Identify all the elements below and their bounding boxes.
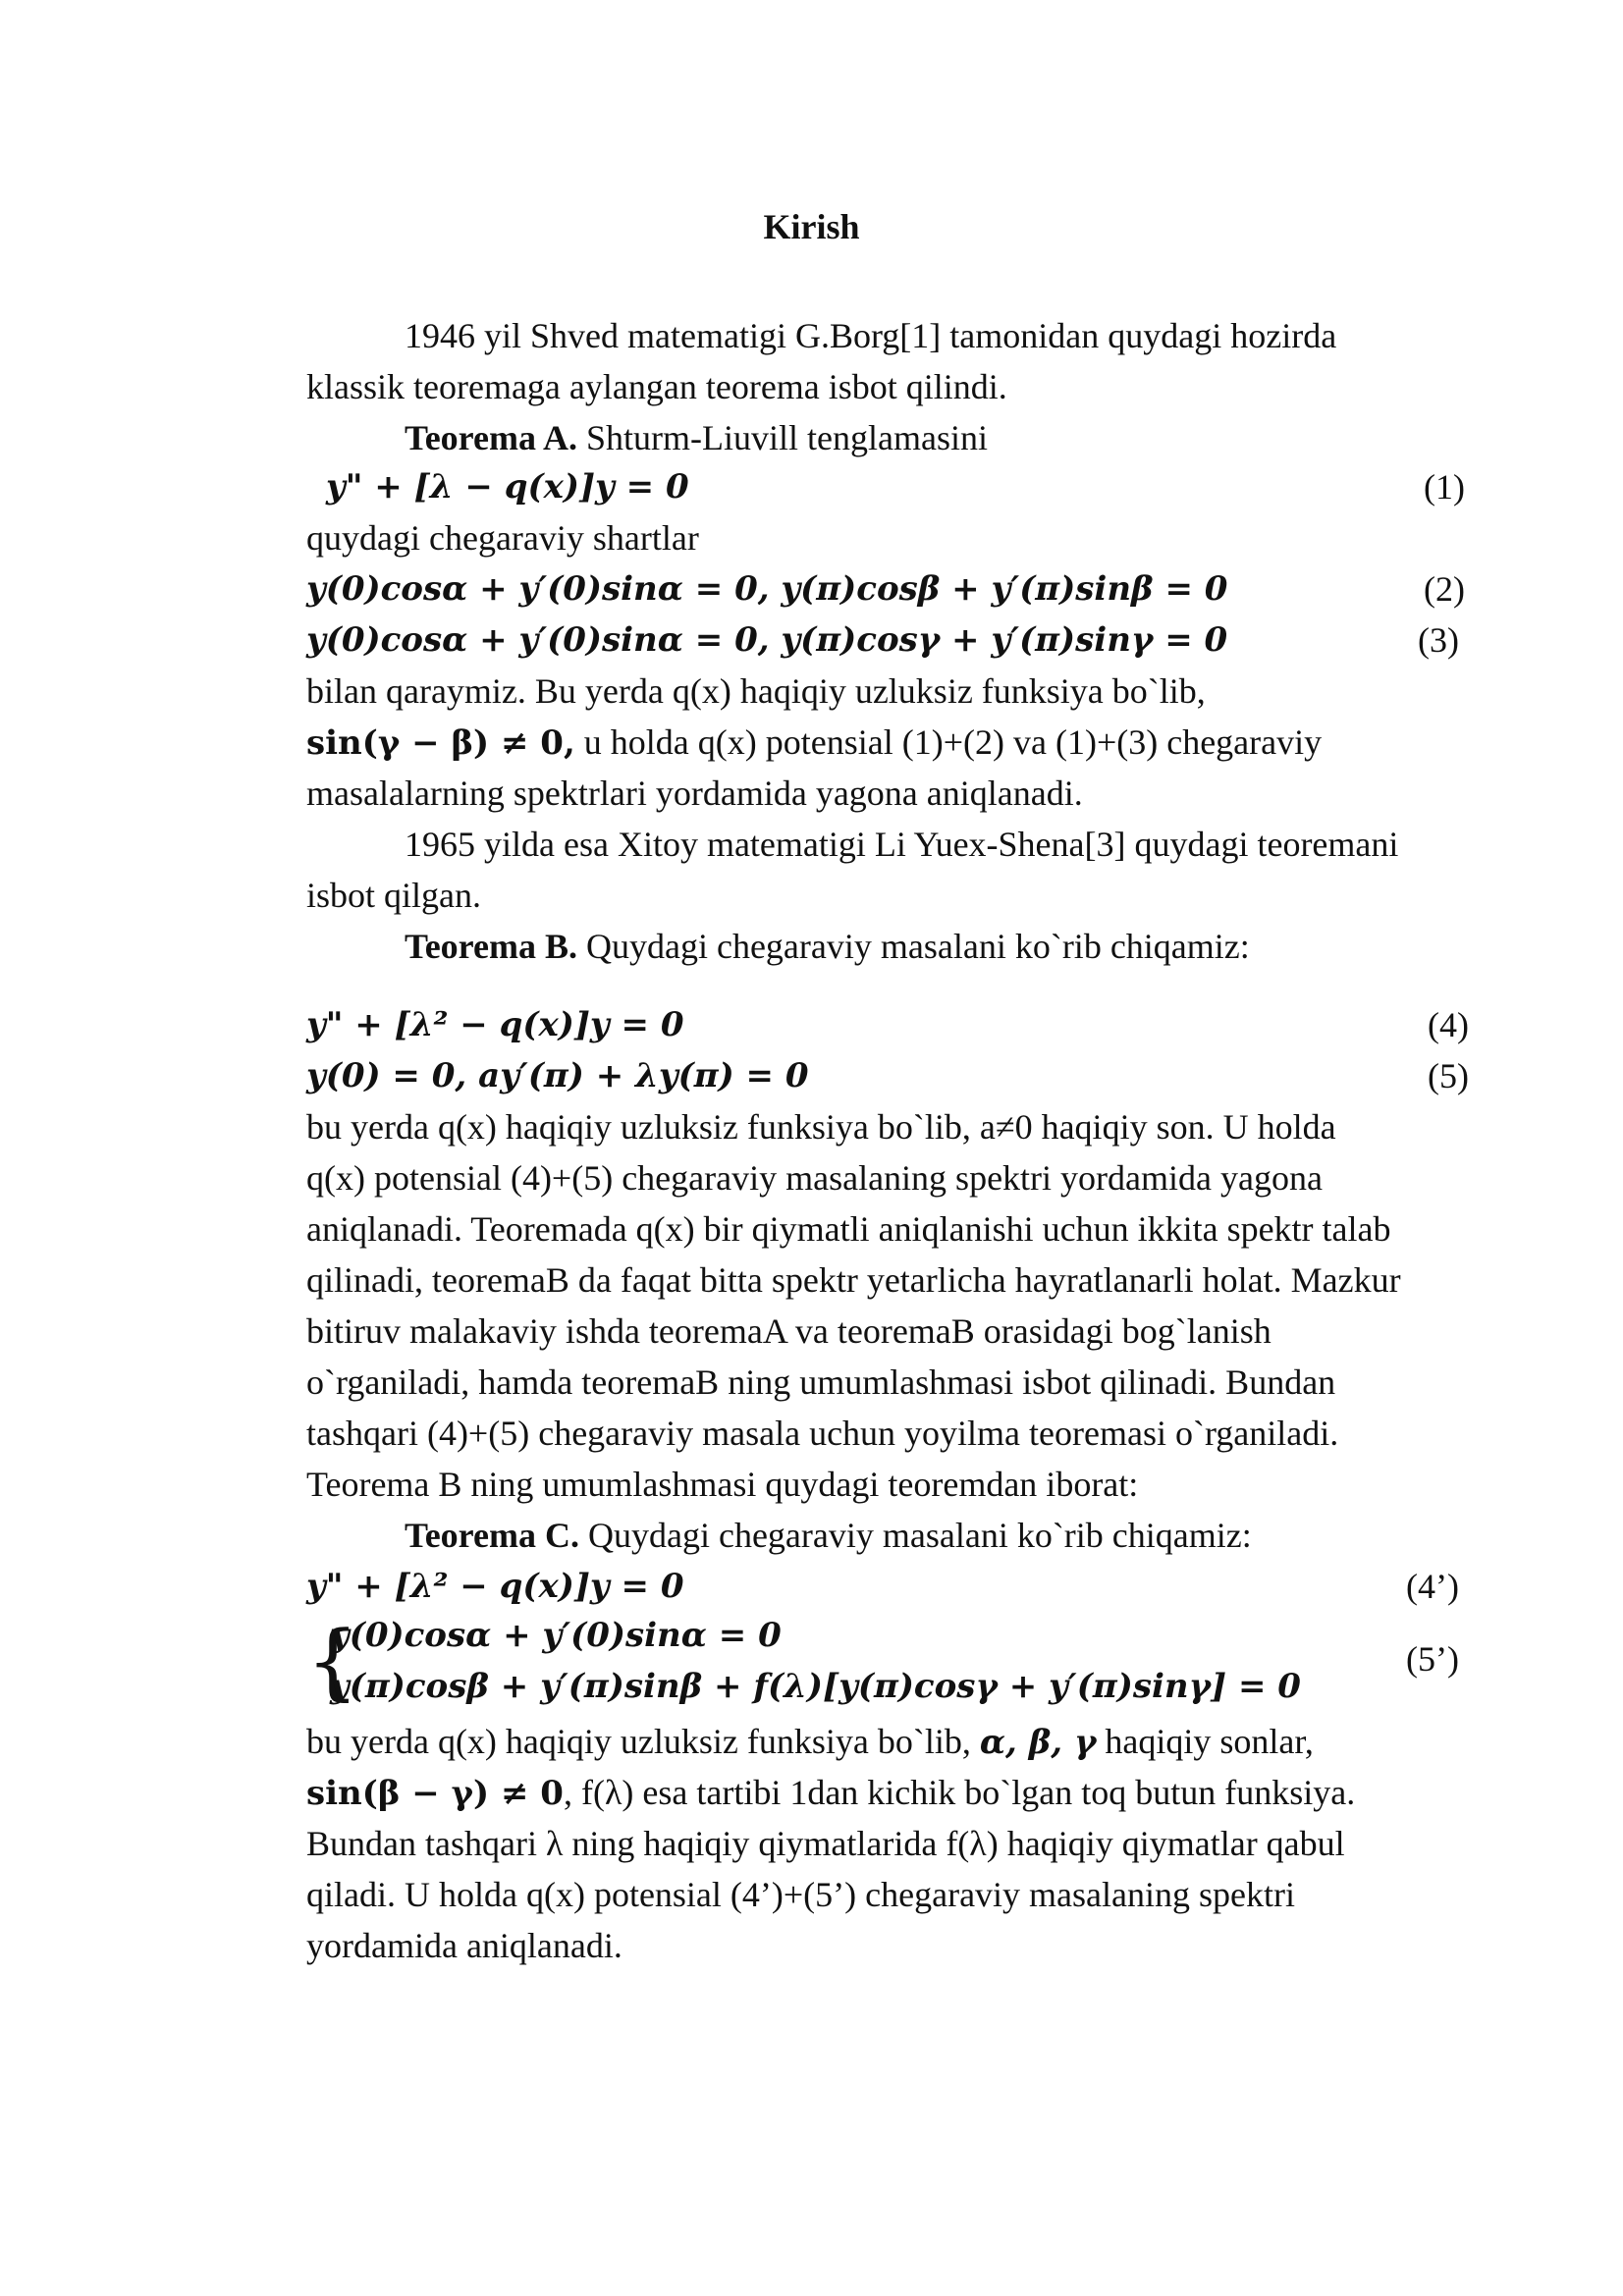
equation-4-prime: y" + [λ² − q(x)]y = 0 bbox=[306, 1567, 684, 1606]
equation-4-prime-number: (4’) bbox=[1406, 1567, 1459, 1606]
equation-5: y(0) = 0, ay′(π) + λy(π) = 0 bbox=[306, 1056, 809, 1095]
equation-4-number: (4) bbox=[1428, 1005, 1469, 1044]
condition-math: sin(γ − β) ≠ 0, bbox=[306, 723, 575, 763]
theorem-c-line-1b: haqiqiy sonlar, bbox=[1096, 1722, 1314, 1761]
theorem-c-line-4: qiladi. U holda q(x) potensial (4’)+(5’) chegaraviy masalaning spektri bbox=[306, 1875, 1295, 1914]
theorem-c-line-1a: bu yerda q(x) haqiqiy uzluksiz funksiya bo`lib, bbox=[306, 1722, 980, 1761]
theorem-b-line: qilinadi, teoremaB da faqat bitta spektr yetarlicha hayratlanarli holat. Mazkur bbox=[306, 1260, 1401, 1300]
equation-3-row bbox=[306, 614, 1465, 666]
theorem-a-line-b-text: u holda q(x) potensial (1)+(2) va (1)+(3) chegaraviy bbox=[574, 722, 1323, 762]
greek-params: α, β, γ bbox=[979, 1723, 1097, 1762]
theorem-c-line-3: Bundan tashqari λ ning haqiqiy qiymatlarida f(λ) haqiqiy qiymatlar qabul bbox=[306, 1824, 1345, 1863]
equation-1-row bbox=[306, 461, 1465, 512]
theorem-a-heading bbox=[405, 412, 988, 463]
theorem-b-line: q(x) potensial (4)+(5) chegaraviy masalaning spektri yordamida yagona bbox=[306, 1158, 1323, 1198]
theorem-c-label: Teorema C. bbox=[405, 1516, 579, 1555]
theorem-a-line-a: bilan qaraymiz. Bu yerda q(x) haqiqiy uzluksiz funksiya bo`lib, bbox=[306, 671, 1206, 711]
paragraph-1-line-2: klassik teoremaga aylangan teorema isbot qilindi. bbox=[306, 367, 1007, 406]
theorem-c-line-2b: , f(λ) esa tartibi 1dan kichik bo`lgan toq butun funksiya. bbox=[563, 1773, 1356, 1812]
equation-5-prime-number: (5’) bbox=[1406, 1639, 1459, 1679]
theorem-b-label: Teorema B. bbox=[405, 927, 577, 966]
theorem-a-line-conditions: quydagi chegaraviy shartlar bbox=[306, 518, 699, 558]
theorem-c-text: Quydagi chegaraviy masalani ko`rib chiqamiz: bbox=[578, 1516, 1252, 1555]
equation-5-prime-system bbox=[306, 1610, 1465, 1712]
theorem-a-text: Shturm-Liuvill tenglamasini bbox=[577, 418, 988, 457]
theorem-b-heading bbox=[405, 921, 1250, 972]
theorem-b-line: o`rganiladi, hamda teoremaB ning umumlashmasi isbot qilinadi. Bundan bbox=[306, 1362, 1336, 1402]
theorem-a-label: Teorema A. bbox=[405, 418, 577, 457]
theorem-b-line: bu yerda q(x) haqiqiy uzluksiz funksiya bo`lib, a≠0 haqiqiy son. U holda bbox=[306, 1107, 1336, 1147]
paragraph-1-line-1: 1946 yil Shved matematigi G.Borg[1] tamonidan quydagi hozirda bbox=[405, 316, 1337, 355]
theorem-b-line: Teorema B ning umumlashmasi quydagi teoremdan iborat: bbox=[306, 1465, 1139, 1504]
theorem-a-line-c: masalalarning spektrlari yordamida yagona aniqlanadi. bbox=[306, 774, 1083, 813]
equation-4: y" + [λ² − q(x)]y = 0 bbox=[306, 1005, 684, 1044]
equation-2: y(0)cosα + y′(0)sinα = 0, y(π)cosβ + y′(π)sinβ = 0 bbox=[306, 569, 1228, 609]
condition-math-c: sin(β − γ) ≠ 0 bbox=[306, 1774, 564, 1813]
equation-5-prime-a: y(0)cosα + y′(0)sinα = 0 bbox=[330, 1616, 782, 1655]
equation-2-number: (2) bbox=[1424, 569, 1465, 609]
left-brace: { bbox=[306, 1613, 359, 1709]
equation-5-number: (5) bbox=[1428, 1056, 1469, 1095]
paragraph-2-line-2: isbot qilgan. bbox=[306, 876, 481, 915]
theorem-c-line-1 bbox=[306, 1716, 1314, 1768]
equation-4-prime-row bbox=[306, 1561, 1465, 1612]
theorem-b-text: Quydagi chegaraviy masalani ko`rib chiqamiz: bbox=[577, 927, 1250, 966]
theorem-a-line-b bbox=[306, 717, 1322, 769]
equation-2-row bbox=[306, 563, 1465, 614]
equation-1: y" + [λ − q(x)]y = 0 bbox=[326, 467, 689, 507]
page-title: Kirish bbox=[763, 207, 860, 246]
paragraph-2-line-1: 1965 yilda esa Xitoy matematigi Li Yuex-Shena[3] quydagi teoremani bbox=[405, 825, 1399, 864]
equation-1-number: (1) bbox=[1424, 467, 1465, 507]
equation-4-row bbox=[306, 999, 1469, 1050]
theorem-b-line: tashqari (4)+(5) chegaraviy masala uchun yoyilma teoremasi o`rganiladi. bbox=[306, 1414, 1339, 1453]
theorem-b-line: aniqlanadi. Teoremada q(x) bir qiymatli aniqlanishi uchun ikkita spektr talab bbox=[306, 1209, 1391, 1249]
theorem-c-heading bbox=[405, 1510, 1252, 1561]
theorem-c-line-5: yordamida aniqlanadi. bbox=[306, 1926, 622, 1965]
theorem-b-line: bitiruv malakaviy ishda teoremaA va teoremaB orasidagi bog`lanish bbox=[306, 1311, 1271, 1351]
equation-3: y(0)cosα + y′(0)sinα = 0, y(π)cosγ + y′(π)sinγ = 0 bbox=[306, 620, 1228, 660]
theorem-c-line-2 bbox=[306, 1767, 1355, 1819]
equation-5-row bbox=[306, 1050, 1469, 1101]
equation-3-number: (3) bbox=[1418, 620, 1459, 660]
equation-5-prime-b: y(π)cosβ + y′(π)sinβ + f(λ)[y(π)cosγ + y′(π)sinγ] = 0 bbox=[330, 1667, 1301, 1706]
